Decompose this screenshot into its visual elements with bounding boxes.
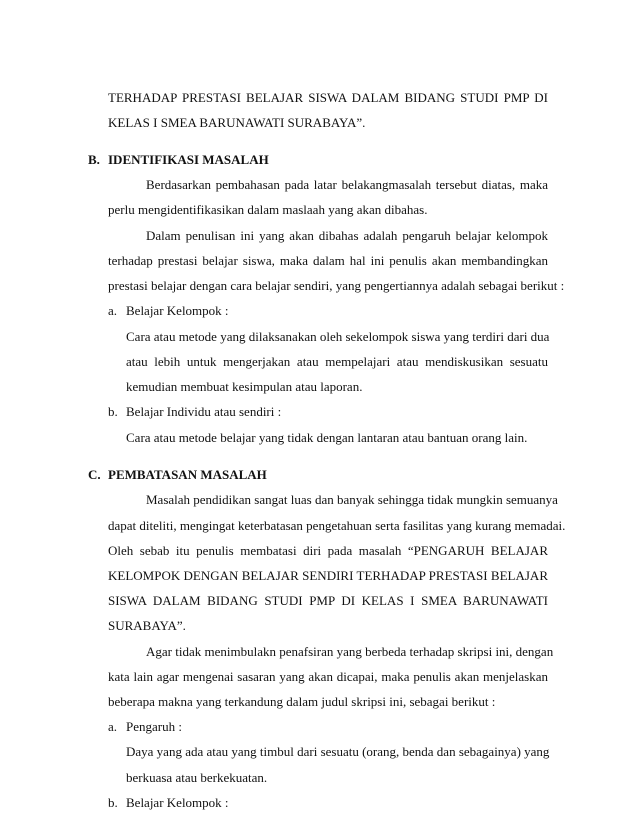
section-c-letter: C. <box>88 467 101 482</box>
section-c-item-a <box>108 719 182 735</box>
section-b-title: IDENTIFIKASI MASALAH <box>108 152 269 167</box>
section-c-para2-line-3: beberapa makna yang terkandung dalam judul skripsi ini, sebagai berikut : <box>108 694 496 709</box>
section-b-para2-line-1: Dalam penulisan ini yang akan dibahas adalah pengaruh belajar kelompok <box>146 228 548 243</box>
section-b-item-b <box>108 404 281 420</box>
section-c-item-b-title: Belajar Kelompok : <box>126 795 229 810</box>
section-b-para2-line-2: terhadap prestasi belajar siswa, maka dalam hal ini penulis akan membandingkan <box>108 253 548 268</box>
section-b-letter: B. <box>88 152 100 167</box>
continuation-line-2: KELAS I SMEA BARUNAWATI SURABAYA”. <box>108 115 366 130</box>
section-c-para1-line-1: Masalah pendidikan sangat luas dan banyak sehingga tidak mungkin semuanya <box>146 492 558 507</box>
section-c-item-a-line-1: Daya yang ada atau yang timbul dari sesuatu (orang, benda dan sebagainya) yang <box>126 744 550 759</box>
section-c-heading <box>88 467 267 483</box>
section-c-item-b-letter: b. <box>108 795 118 810</box>
section-b-para1-line-1: Berdasarkan pembahasan pada latar belakangmasalah tersebut diatas, maka <box>146 177 548 192</box>
section-b-item-a-letter: a. <box>108 303 118 318</box>
section-b-para1-line-2: perlu mengidentifikasikan dalam maslaah yang akan dibahas. <box>108 202 428 217</box>
section-c-para1-line-6: SURABAYA”. <box>108 618 186 633</box>
section-c-para1-line-2: dapat diteliti, mengingat keterbatasan pengetahuan serta fasilitas yang kurang memadai. <box>108 518 566 533</box>
section-c-para1-line-4: KELOMPOK DENGAN BELAJAR SENDIRI TERHADAP PRESTASI BELAJAR <box>108 568 548 583</box>
section-c-item-a-line-2: berkuasa atau berkekuatan. <box>126 770 268 785</box>
section-b-item-a-line-1: Cara atau metode yang dilaksanakan oleh sekelompok siswa yang terdiri dari dua <box>126 329 550 344</box>
section-c-title: PEMBATASAN MASALAH <box>108 467 267 482</box>
section-b-item-a-line-2: atau lebih untuk mengerjakan atau mempelajari atau mendiskusikan sesuatu <box>126 354 548 369</box>
section-c-item-a-title: Pengaruh : <box>126 719 182 734</box>
section-b-heading <box>88 152 269 168</box>
section-b-item-b-title: Belajar Individu atau sendiri : <box>126 404 282 419</box>
section-b-para2-line-3: prestasi belajar dengan cara belajar sendiri, yang pengertiannya adalah sebagai berikut : <box>108 278 565 293</box>
continuation-line-1: TERHADAP PRESTASI BELAJAR SISWA DALAM BIDANG STUDI PMP DI <box>108 90 548 105</box>
section-c-para1-line-3: Oleh sebab itu penulis membatasi diri pada masalah “PENGARUH BELAJAR <box>108 543 548 558</box>
section-c-item-a-letter: a. <box>108 719 118 734</box>
section-b-item-a-line-3: kemudian membuat kesimpulan atau laporan. <box>126 379 363 394</box>
section-b-item-a-title: Belajar Kelompok : <box>126 303 229 318</box>
section-b-item-b-letter: b. <box>108 404 118 419</box>
section-c-para2-line-1: Agar tidak menimbulakn penafsiran yang berbeda terhadap skripsi ini, dengan <box>146 644 554 659</box>
section-b-item-a <box>108 303 229 319</box>
section-c-para2-line-2: kata lain agar mengenai sasaran yang akan dicapai, maka penulis akan menjelaskan <box>108 669 548 684</box>
section-b-item-b-line-1: Cara atau metode belajar yang tidak dengan lantaran atau bantuan orang lain. <box>126 430 528 445</box>
section-c-para1-line-5: SISWA DALAM BIDANG STUDI PMP DI KELAS I SMEA BARUNAWATI <box>108 593 548 608</box>
section-c-item-b <box>108 795 229 811</box>
